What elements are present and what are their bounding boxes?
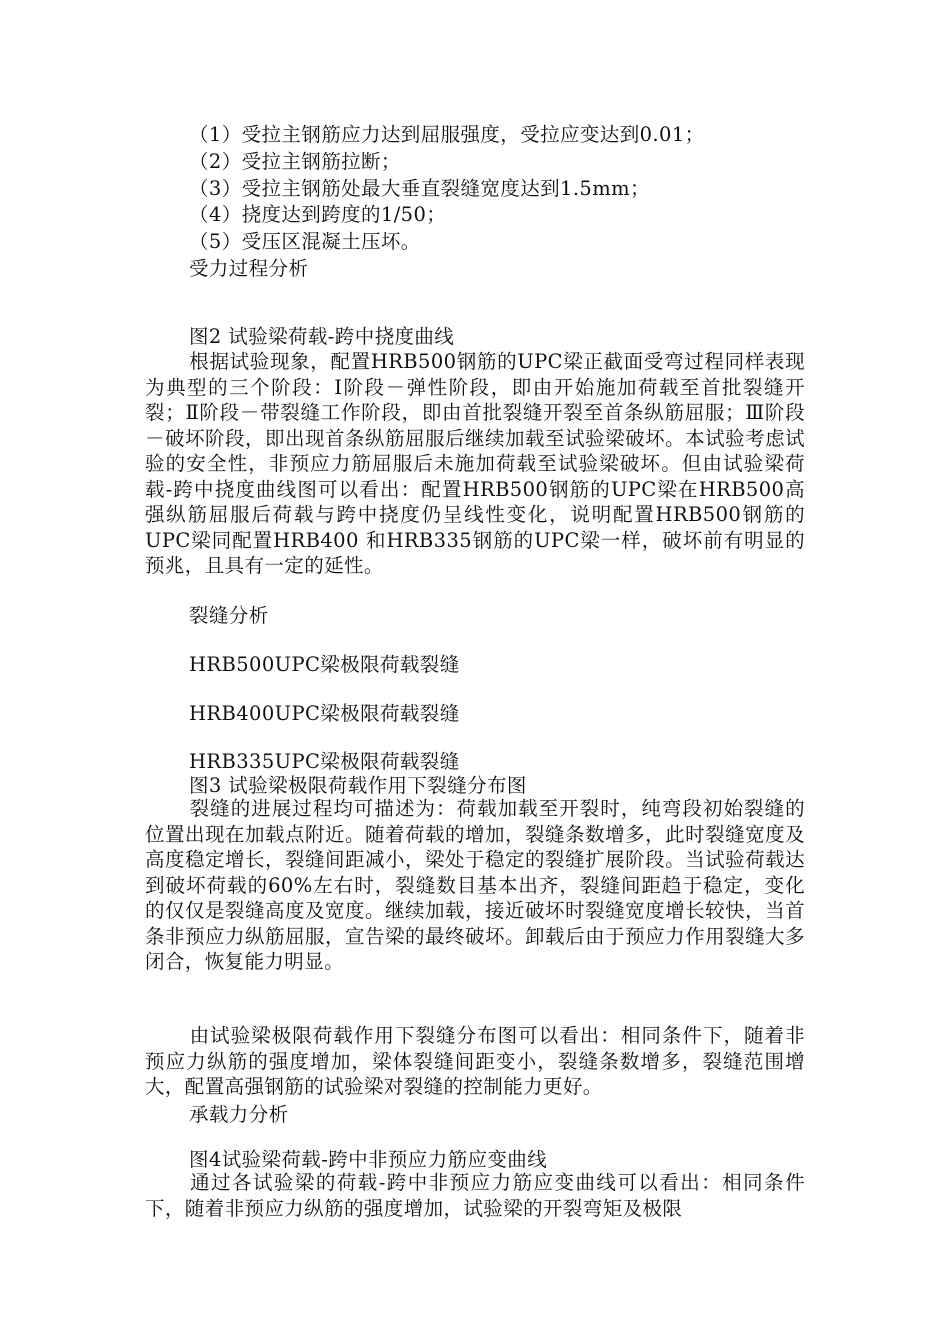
figure-2-caption: 图2 试验梁荷载-跨中挠度曲线 xyxy=(189,325,455,348)
crack-label-hrb500: HRB500UPC梁极限荷载裂缝 xyxy=(189,653,460,676)
section-heading-crack: 裂缝分析 xyxy=(189,604,269,627)
paragraph-force-analysis xyxy=(145,349,805,579)
crack-label-hrb400: HRB400UPC梁极限荷载裂缝 xyxy=(189,702,460,725)
condition-item-5: （5）受压区混凝土压坏。 xyxy=(189,230,421,253)
paragraph-crack-progress xyxy=(145,796,805,975)
paragraph-crack-progress-text: 裂缝的进展过程均可描述为：荷载加载至开裂时，纯弯段初始裂缝的位置出现在加载点附近。随着荷载的增加，裂缝条数增多，此时裂缝宽度及高度稳定增长，裂缝间距减小，梁处于稳定的裂缝扩展阶段。当试验荷载达到破坏荷载的60%左右时，裂缝数目基本出齐，裂缝间距趋于稳定，变化的仅仅是裂缝高度及宽度。继续加载，接近破坏时裂缝宽度增长较快，当首条非预应力纵筋屈服，宣告梁的最终破坏。卸载后由于预应力作用裂缝大多闭合，恢复能力明显。 xyxy=(145,797,805,973)
figure-3-caption: 图3 试验梁极限荷载作用下裂缝分布图 xyxy=(189,774,527,797)
condition-item-3: （3）受拉主钢筋处最大垂直裂缝宽度达到1.5mm； xyxy=(189,177,650,200)
figure-4-caption: 图4试验梁荷载-跨中非预应力筋应变曲线 xyxy=(189,1148,548,1171)
section-heading-capacity: 承载力分析 xyxy=(189,1103,289,1126)
paragraph-capacity xyxy=(145,1170,805,1221)
paragraph-force-text: 根据试验现象，配置HRB500钢筋的UPC梁正截面受弯过程同样表现为典型的三个阶段：Ⅰ阶段－弹性阶段，即由开始施加荷载至首批裂缝开裂；Ⅱ阶段－带裂缝工作阶段，即由首批裂缝开裂至首条纵筋屈服；Ⅲ阶段－破坏阶段，即出现首条纵筋屈服后继续加载至试验梁破坏。本试验考虑试验的安全性，非预应力筋屈服后未施加荷载至试验梁破坏。但由试验梁荷载-跨中挠度曲线图可以看出：配置HRB500钢筋的UPC梁在HRB500高强纵筋屈服后荷载与跨中挠度仍呈线性变化，说明配置HRB500钢筋的UPC梁同配置HRB400 和HRB335钢筋的UPC梁一样，破坏前有明显的预兆，且具有一定的延性。 xyxy=(145,350,805,577)
condition-item-2: （2）受拉主钢筋拉断； xyxy=(189,150,401,173)
crack-label-hrb335: HRB335UPC梁极限荷载裂缝 xyxy=(189,750,460,773)
paragraph-crack-distribution-text: 由试验梁极限荷载作用下裂缝分布图可以看出：相同条件下，随着非预应力纵筋的强度增加，梁体裂缝间距变小，裂缝条数增多，裂缝范围增大，配置高强钢筋的试验梁对裂缝的控制能力更好。 xyxy=(145,1024,805,1098)
paragraph-crack-distribution xyxy=(145,1023,805,1100)
condition-item-4: （4）挠度达到跨度的1/50； xyxy=(189,203,447,226)
condition-item-1: （1）受拉主钢筋应力达到屈服强度，受拉应变达到0.01； xyxy=(189,123,705,146)
section-heading-force: 受力过程分析 xyxy=(189,257,309,280)
paragraph-capacity-text: 通过各试验梁的荷载-跨中非预应力筋应变曲线可以看出：相同条件下，随着非预应力纵筋的强度增加，试验梁的开裂弯矩及极限 xyxy=(145,1171,805,1220)
